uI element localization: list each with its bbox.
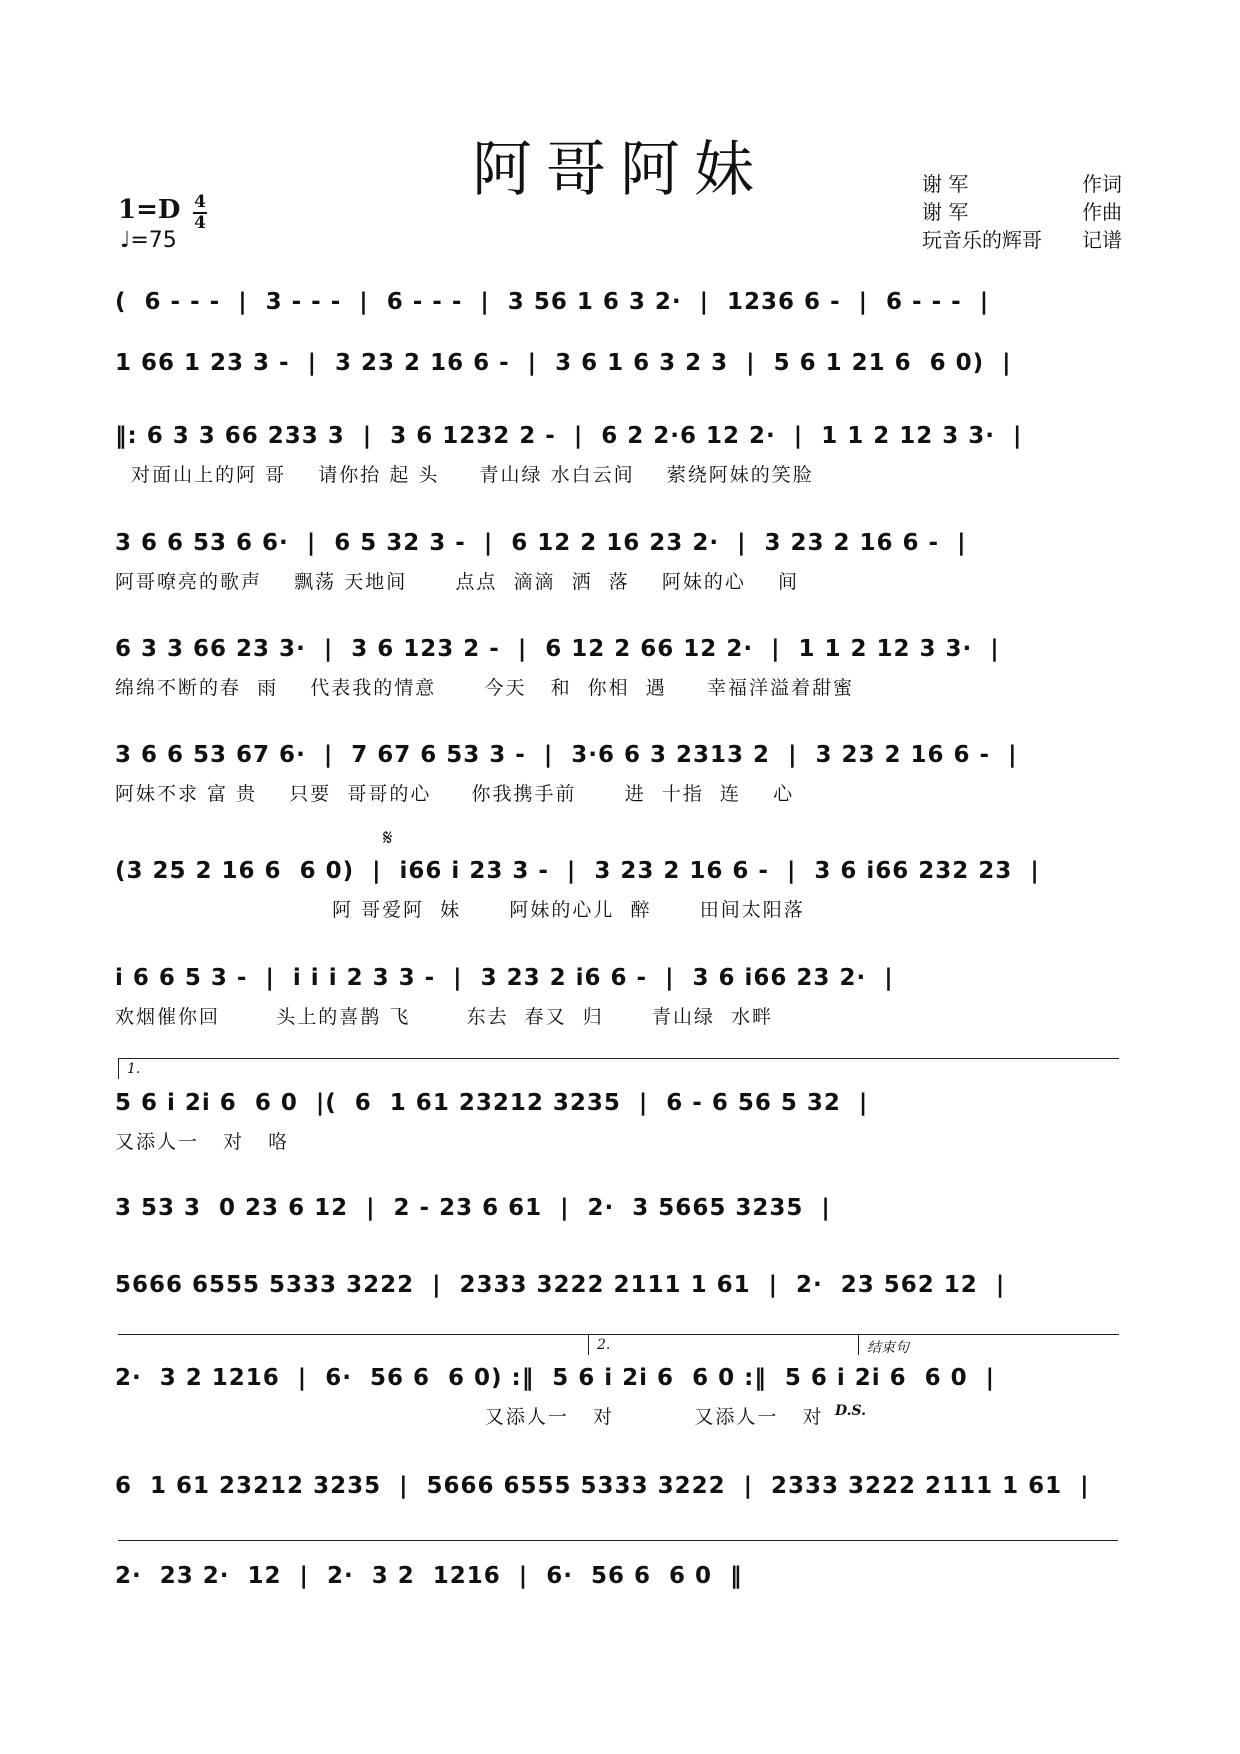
notation-line: (3 25 2 16 6 6 0) | i66 i 23 3 - | 3 23 2 16 6 - | 3 6 i66 232 23 |	[115, 858, 1040, 884]
notation-line: 3 6 6 53 6 6· | 6 5 32 3 - | 6 12 2 16 23 2· | 3 23 2 16 6 - |	[115, 530, 967, 556]
credit-name: 谢 军	[922, 200, 969, 224]
ds-marking: D.S.	[835, 1403, 867, 1419]
volta-bracket-2	[588, 1334, 851, 1355]
lyrics-line: 绵绵不断的春 雨 代表我的情意 今天 和 你相 遇 幸福洋溢着甜蜜	[115, 677, 854, 699]
score-system	[115, 737, 1125, 833]
volta-label: 2.	[597, 1337, 611, 1353]
score-system	[115, 853, 1125, 949]
notation-line: 6 1 61 23212 3235 | 5666 6555 5333 3222 | 2333 3222 2111 1 61 |	[115, 1473, 1090, 1499]
song-title: 阿哥阿妹	[472, 135, 768, 205]
time-numerator: 4	[194, 192, 206, 212]
lyrics-line	[115, 1510, 1125, 1540]
credit-role: 记谱	[1082, 228, 1122, 252]
score-system	[115, 1558, 1125, 1654]
score-system	[115, 1085, 1125, 1181]
ending-bracket	[858, 1334, 1119, 1355]
segno-sign: 𝄋	[383, 826, 393, 851]
lyrics-line: 阿妹不求 富 贵 只要 哥哥的心 你我携手前 进 十指 连 心	[115, 783, 795, 805]
lyrics-line: 又添人一 对 咯	[115, 1131, 290, 1153]
score-system	[115, 631, 1125, 727]
notation-line: 3 6 6 53 67 6· | 7 67 6 53 3 - | 3·6 6 3 2313 2 | 3 23 2 16 6 - |	[115, 742, 1018, 768]
volta-bracket-1	[118, 1058, 1119, 1079]
notation-line: 6 3 3 66 23 3· | 3 6 123 2 - | 6 12 2 66 12 2· | 1 1 2 12 3 3· |	[115, 636, 1000, 662]
score-system	[115, 1360, 1125, 1456]
lyrics-line: 欢烟催你回 头上的喜鹊 飞 东去 春又 归 青山绿 水畔	[115, 1006, 774, 1028]
lyrics-line	[115, 387, 1125, 417]
credit-composer	[922, 198, 1122, 226]
lyrics-line: 对面山上的阿 哥 请你抬 起 头 青山绿 水白云间 萦绕阿妹的笑脸	[115, 464, 814, 486]
notation-line: 2· 23 2· 12 | 2· 3 2 1216 | 6· 56 6 6 0 ‖	[115, 1563, 743, 1589]
lyrics-line: 阿哥嘹亮的歌声 飘荡 天地间 点点 滴滴 洒 落 阿妹的心 间	[115, 571, 799, 593]
tempo-marking: ♩=75	[120, 228, 177, 253]
time-denominator: 4	[194, 213, 206, 233]
volta-label: 1.	[127, 1061, 141, 1077]
notation-line: 1 66 1 23 3 - | 3 23 2 16 6 - | 3 6 1 6 3 2 3 | 5 6 1 21 6 6 0) |	[115, 350, 1012, 376]
notation-line: 5666 6555 5333 3222 | 2333 3222 2111 1 61 | 2· 23 562 12 |	[115, 1272, 1006, 1298]
score-system	[115, 525, 1125, 621]
score-system	[115, 960, 1125, 1056]
key-signature: 1=D	[118, 195, 181, 225]
lyrics-line	[115, 1600, 1125, 1630]
score-system	[115, 418, 1125, 514]
lyrics-line	[115, 1232, 1125, 1262]
lyrics-line: 阿 哥爱阿 妹 阿妹的心儿 醉 田间太阳落	[115, 899, 805, 921]
credit-lyricist	[922, 170, 1122, 198]
section-line	[118, 1540, 1118, 1551]
credits	[922, 170, 1122, 254]
notation-line: 5 6 i 2i 6 6 0 |( 6 1 61 23212 3235 | 6 - 6 56 5 32 |	[115, 1090, 869, 1116]
notation-line: 2· 3 2 1216 | 6· 56 6 6 0) :‖ 5 6 i 2i 6 6 0 :‖ 5 6 i 2i 6 6 0 |	[115, 1365, 996, 1391]
time-signature	[193, 194, 207, 232]
lyrics-line: 又添人一 对 又添人一 对	[115, 1406, 824, 1428]
credit-role: 作词	[1082, 172, 1122, 196]
credit-role: 作曲	[1082, 200, 1122, 224]
ending-label: 结束句	[867, 1340, 909, 1356]
credit-name: 谢 军	[922, 172, 969, 196]
notation-line: i 6 6 5 3 - | i i i 2 3 3 - | 3 23 2 i6 6 - | 3 6 i66 23 2· |	[115, 965, 894, 991]
notation-line: ‖: 6 3 3 66 233 3 | 3 6 1232 2 - | 6 2 2·6 12 2· | 1 1 2 12 3 3· |	[115, 423, 1023, 449]
notation-line: 3 53 3 0 23 6 12 | 2 - 23 6 61 | 2· 3 5665 3235 |	[115, 1195, 831, 1221]
credit-name: 玩音乐的辉哥	[922, 228, 1042, 252]
credit-transcriber	[922, 226, 1122, 254]
notation-line: ( 6 - - - | 3 - - - | 6 - - - | 3 56 1 6 3 2· | 1236 6 - | 6 - - - |	[115, 289, 990, 315]
